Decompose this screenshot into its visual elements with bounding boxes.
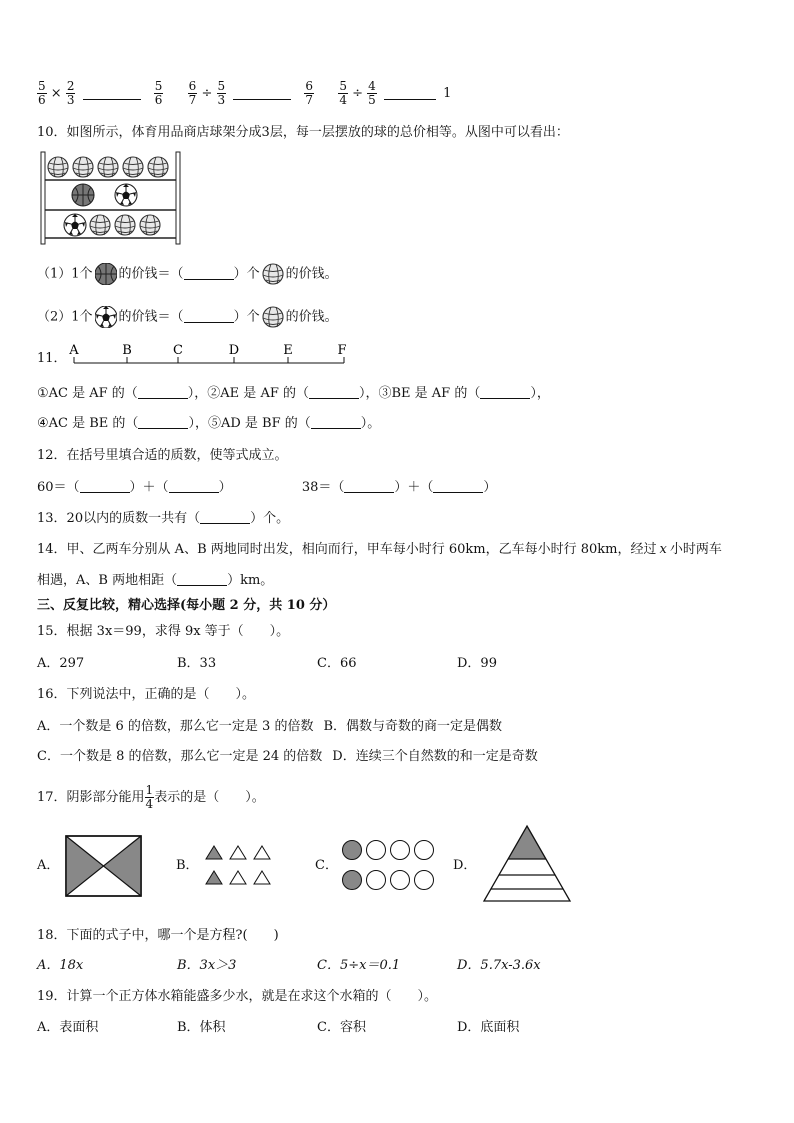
q11-line1: ①AC 是 AF 的（ ），②AE 是 AF 的（ ），③BE 是 AF 的（ ）， xyxy=(37,386,550,401)
soccer-ball-icon xyxy=(64,214,86,236)
q17-figure-b[interactable] xyxy=(204,843,274,889)
q17-option-d-label[interactable]: D． xyxy=(453,858,477,873)
q9-e1-rhs: $\frac{5}{6}$ xyxy=(154,79,163,107)
q17-option-c-label[interactable]: C． xyxy=(315,858,338,873)
q16-options-row2 xyxy=(37,748,538,766)
q14-line1: 14．甲、乙两车分别从 A、B 两地同时出发，相向而行，甲车每小时行 60km，乙车每小时行 80km，经过 x 小时两车 xyxy=(37,542,722,557)
q15-question: 15．根据 3x＝99，求得 9x 等于（ ）。 xyxy=(37,624,290,639)
q9-e3-frac1: $\frac{5}{4}$ xyxy=(339,79,347,107)
q10-sub1: （1）1个 的价钱＝（ ）个 的价钱。 xyxy=(37,263,338,285)
q14-line2: 相遇，A、B 两地相距（ ）km。 xyxy=(37,573,274,588)
q17-option-b-label[interactable]: B． xyxy=(176,858,199,873)
q9-e1-frac2: $\frac{2}{3}$ xyxy=(66,79,75,107)
point-label: B xyxy=(122,343,132,358)
q9-e1-answer-blank[interactable] xyxy=(83,89,141,100)
q12-eq2-blank-1[interactable] xyxy=(344,482,394,493)
volleyball-icon xyxy=(262,263,284,285)
volleyball-icon xyxy=(98,157,118,177)
volleyball-icon xyxy=(73,157,93,177)
q12-eq1-blank-1[interactable] xyxy=(80,482,130,493)
q11-line2: ④AC 是 BE 的（ ），⑤AD 是 BF 的（ ）。 xyxy=(37,416,381,431)
q19-options xyxy=(37,1019,597,1037)
q17-figure-a[interactable] xyxy=(65,835,143,899)
q16-option-c[interactable]: C．一个数是 8 的倍数，那么它一定是 24 的倍数 xyxy=(37,749,323,764)
basketball-icon xyxy=(95,263,117,285)
point-label: A xyxy=(69,343,79,358)
q12-question: 12．在括号里填合适的质数，使等式成立。 xyxy=(37,448,288,463)
q9-e2-frac1: $\frac{6}{7}$ xyxy=(188,79,197,107)
q11-blank-1[interactable] xyxy=(138,388,188,399)
q16-option-b[interactable]: B．偶数与奇数的商一定是偶数 xyxy=(323,719,503,734)
q15-option-a[interactable]: A．297 xyxy=(37,656,85,671)
soccer-ball-icon xyxy=(115,184,137,206)
q9-e1-frac1: $\frac{5}{6}$ xyxy=(38,79,46,107)
volleyball-icon xyxy=(115,215,135,235)
q19-option-c[interactable]: C．容积 xyxy=(317,1020,366,1035)
q11-label: 11． xyxy=(37,351,67,366)
q9-e2-answer-blank[interactable] xyxy=(233,89,291,100)
q11-blank-5[interactable] xyxy=(311,418,361,429)
q16-options-row1 xyxy=(37,718,502,736)
q11-number-line xyxy=(66,341,356,371)
q11-blank-3[interactable] xyxy=(480,388,530,399)
q15-options xyxy=(37,655,597,673)
q10-question: 10．如图所示，体育用品商店球架分成3层，每一层摆放的球的总价相等。从图中可以看出： xyxy=(37,125,569,140)
q9-e1-operator: × xyxy=(50,86,62,101)
q14-blank[interactable] xyxy=(177,575,227,586)
q9-e2-rhs: $\frac{6}{7}$ xyxy=(305,79,314,107)
basketball-icon xyxy=(72,184,94,206)
q12-eq1-blank-2[interactable] xyxy=(169,482,219,493)
q16-question: 16．下列说法中，正确的是（ ）。 xyxy=(37,687,256,702)
q15-option-d[interactable]: D．99 xyxy=(457,656,497,671)
q17-question: 17．阴影部分能用 $\frac{1}{4}$ 表示的是（ ）。 xyxy=(37,783,265,811)
point-label: F xyxy=(337,343,347,358)
q17-figure-d[interactable] xyxy=(482,824,572,904)
q9-e3-answer-blank[interactable] xyxy=(384,89,436,100)
q11-blank-4[interactable] xyxy=(138,418,188,429)
q17-option-a-label[interactable]: A． xyxy=(37,858,60,873)
q18-question: 18．下面的式子中，哪一个是方程?( ) xyxy=(37,928,279,943)
q13-question: 13．20以内的质数一共有（ ）个。 xyxy=(37,511,290,526)
q9-row xyxy=(37,80,451,107)
section-3-title: 三、反复比较，精心选择(每小题 2 分，共 10 分） xyxy=(37,598,336,613)
q15-option-c[interactable]: C．66 xyxy=(317,656,357,671)
q17-fraction: $\frac{1}{4}$ xyxy=(145,783,154,811)
q9-e3-frac2: $\frac{4}{5}$ xyxy=(368,79,376,107)
q18-option-c[interactable]: C．5÷x＝0.1 xyxy=(317,958,401,973)
volleyball-icon xyxy=(148,157,168,177)
volleyball-icon xyxy=(123,157,143,177)
q9-e2-frac2: $\frac{5}{3}$ xyxy=(217,79,226,107)
q17-figure-c[interactable] xyxy=(340,838,438,894)
q9-e3-operator: ÷ xyxy=(352,86,364,101)
q13-blank[interactable] xyxy=(200,513,250,524)
q15-option-b[interactable]: B．33 xyxy=(177,656,217,671)
q9-e2-operator: ÷ xyxy=(201,86,213,101)
q12-equations: 60＝（ ）＋（ ） 38＝（ ）＋（ ） xyxy=(37,480,497,495)
ball-rack-figure xyxy=(38,150,183,246)
volleyball-icon xyxy=(48,157,68,177)
q18-option-b[interactable]: B．3x＞3 xyxy=(177,958,237,973)
q10-sub1-blank[interactable] xyxy=(184,269,234,280)
q19-option-b[interactable]: B．体积 xyxy=(177,1020,226,1035)
q19-option-a[interactable]: A．表面积 xyxy=(37,1020,99,1035)
q18-options xyxy=(37,957,597,975)
q9-e3-rhs: 1 xyxy=(443,86,452,101)
q19-option-d[interactable]: D．底面积 xyxy=(457,1020,520,1035)
point-label: E xyxy=(283,343,293,358)
soccer-ball-icon xyxy=(95,306,117,328)
point-label: C xyxy=(173,343,183,358)
q10-sub2-blank[interactable] xyxy=(184,312,234,323)
point-label: D xyxy=(228,343,240,358)
q11-blank-2[interactable] xyxy=(309,388,359,399)
q16-option-d[interactable]: D．连续三个自然数的和一定是奇数 xyxy=(332,749,538,764)
q10-sub2: （2）1个 的价钱＝（ ）个 的价钱。 xyxy=(37,306,338,328)
q18-option-a[interactable]: A．18x xyxy=(37,958,84,973)
q18-option-d[interactable]: D．5.7x-3.6x xyxy=(457,958,541,973)
q19-question: 19．计算一个正方体水箱能盛多少水，就是在求这个水箱的（ ）。 xyxy=(37,989,438,1004)
q12-eq2-blank-2[interactable] xyxy=(433,482,483,493)
volleyball-icon xyxy=(140,215,160,235)
volleyball-icon xyxy=(262,306,284,328)
volleyball-icon xyxy=(90,215,110,235)
q16-option-a[interactable]: A．一个数是 6 的倍数，那么它一定是 3 的倍数 xyxy=(37,719,314,734)
